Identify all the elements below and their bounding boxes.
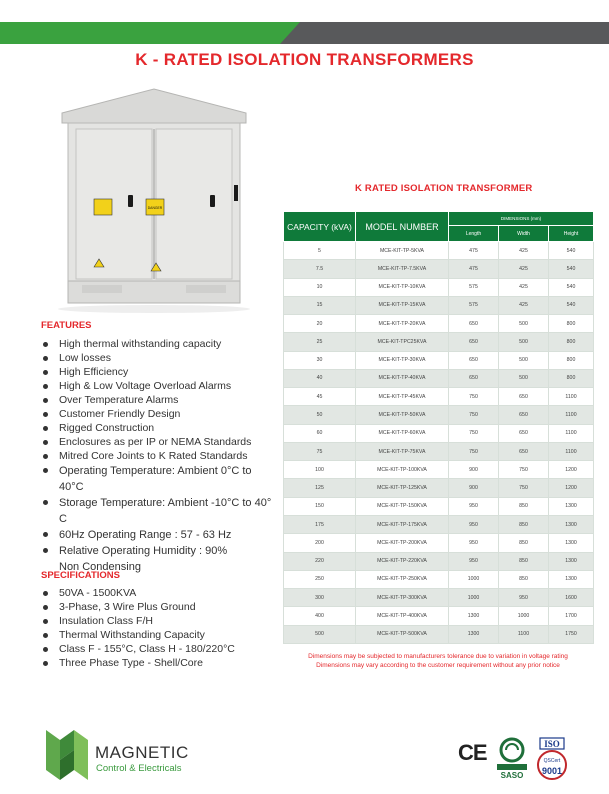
- svg-text:SASO: SASO: [500, 771, 524, 780]
- table-row: [284, 442, 594, 460]
- cell-length: 1000: [449, 570, 499, 588]
- features-heading: FEATURES: [41, 320, 92, 331]
- dimensions-table: [283, 211, 594, 644]
- table-row: [284, 497, 594, 515]
- cell-width: 750: [499, 461, 549, 479]
- cell-width: 425: [499, 278, 549, 296]
- table-row: [284, 333, 594, 351]
- cell-model: MCE-KIT-TP-175KVA: [356, 515, 449, 533]
- table-row: [284, 461, 594, 479]
- cell-height: 1200: [549, 479, 594, 497]
- table-row: [284, 570, 594, 588]
- cell-length: 475: [449, 260, 499, 278]
- cell-height: 800: [549, 333, 594, 351]
- list-item: Operating Temperature: Ambient 0°C to 40°C: [41, 463, 271, 495]
- table-row: [284, 351, 594, 369]
- cell-length: 750: [449, 406, 499, 424]
- cell-model: MCE-KIT-TP-5KVA: [356, 242, 449, 260]
- cell-length: 650: [449, 351, 499, 369]
- cell-width: 650: [499, 424, 549, 442]
- cell-width: 500: [499, 351, 549, 369]
- specifications-heading: SPECIFICATIONS: [41, 570, 120, 581]
- cell-model: MCE-KIT-TP-10KVA: [356, 278, 449, 296]
- cell-capacity: 175: [284, 515, 356, 533]
- cell-length: 750: [449, 424, 499, 442]
- table-row: [284, 479, 594, 497]
- cell-length: 950: [449, 497, 499, 515]
- cell-capacity: 125: [284, 479, 356, 497]
- cell-length: 575: [449, 278, 499, 296]
- table-row: [284, 515, 594, 533]
- cell-length: 900: [449, 461, 499, 479]
- header-width: Width: [499, 226, 549, 242]
- cell-capacity: 150: [284, 497, 356, 515]
- table-note-2: Dimensions may vary according to the customer requirement without any prior notice: [316, 662, 560, 669]
- cell-model: MCE-KIT-TP-40KVA: [356, 369, 449, 387]
- cell-length: 1300: [449, 625, 499, 643]
- cell-capacity: 500: [284, 625, 356, 643]
- cell-model: MCE-KIT-TP-300KVA: [356, 589, 449, 607]
- cell-capacity: 15: [284, 296, 356, 314]
- cell-width: 425: [499, 260, 549, 278]
- cell-length: 750: [449, 388, 499, 406]
- cell-width: 950: [499, 589, 549, 607]
- cell-height: 1100: [549, 424, 594, 442]
- svg-text:9001: 9001: [541, 766, 563, 776]
- cell-height: 1200: [549, 461, 594, 479]
- saso-quality-mark-icon: [494, 735, 530, 783]
- header-model: MODEL NUMBER: [356, 212, 449, 242]
- brand-tagline: Control & Electricals: [96, 763, 182, 774]
- table-row: [284, 424, 594, 442]
- cell-model: MCE-KIT-TP-500KVA: [356, 625, 449, 643]
- cell-height: 540: [549, 296, 594, 314]
- header-height: Height: [549, 226, 594, 242]
- cell-width: 500: [499, 315, 549, 333]
- cell-model: MCE-KIT-TP-45KVA: [356, 388, 449, 406]
- cell-height: 1700: [549, 607, 594, 625]
- header-capacity: CAPACITY (kVA): [284, 212, 356, 242]
- cell-length: 650: [449, 369, 499, 387]
- cell-height: 1100: [549, 442, 594, 460]
- cell-height: 540: [549, 278, 594, 296]
- cell-length: 575: [449, 296, 499, 314]
- table-title: K RATED ISOLATION TRANSFORMER: [355, 183, 533, 194]
- cell-model: MCE-KIT-TPC25KVA: [356, 333, 449, 351]
- cell-model: MCE-KIT-TP-400KVA: [356, 607, 449, 625]
- cell-model: MCE-KIT-TP-7.5KVA: [356, 260, 449, 278]
- cell-height: 1750: [549, 625, 594, 643]
- cell-width: 850: [499, 515, 549, 533]
- cell-capacity: 50: [284, 406, 356, 424]
- cell-capacity: 100: [284, 461, 356, 479]
- cell-capacity: 220: [284, 552, 356, 570]
- cell-width: 850: [499, 552, 549, 570]
- iso-9001-badge-icon: [534, 737, 570, 781]
- list-item: Insulation Class F/H: [41, 614, 235, 628]
- cell-capacity: 60: [284, 424, 356, 442]
- list-item: Storage Temperature: Ambient -10°C to 40° C: [41, 495, 276, 527]
- table-row: [284, 278, 594, 296]
- cell-height: 1600: [549, 589, 594, 607]
- cell-capacity: 45: [284, 388, 356, 406]
- cell-capacity: 250: [284, 570, 356, 588]
- list-item: Low losses: [41, 351, 276, 365]
- header-dimensions: DIMENSIONS (mm): [449, 212, 594, 226]
- header-length: Length: [449, 226, 499, 242]
- cell-model: MCE-KIT-TP-30KVA: [356, 351, 449, 369]
- table-row: [284, 388, 594, 406]
- header-band: [0, 0, 609, 44]
- list-item: 3-Phase, 3 Wire Plus Ground: [41, 600, 235, 614]
- specifications-list: [41, 586, 235, 670]
- list-item: 50VA - 1500KVA: [41, 586, 235, 600]
- cell-length: 1300: [449, 607, 499, 625]
- list-item: High Efficiency: [41, 365, 276, 379]
- cell-height: 1300: [549, 534, 594, 552]
- table-row: [284, 589, 594, 607]
- cell-capacity: 25: [284, 333, 356, 351]
- cell-width: 500: [499, 369, 549, 387]
- cell-model: MCE-KIT-TP-15KVA: [356, 296, 449, 314]
- svg-text:ISO: ISO: [544, 739, 560, 749]
- cell-width: 500: [499, 333, 549, 351]
- table-row: [284, 534, 594, 552]
- ce-mark-icon: CE: [458, 740, 487, 765]
- list-item: Over Temperature Alarms: [41, 393, 276, 407]
- cell-height: 1300: [549, 497, 594, 515]
- cell-capacity: 300: [284, 589, 356, 607]
- page-title: K - RATED ISOLATION TRANSFORMERS: [135, 50, 474, 69]
- cell-model: MCE-KIT-TP-100KVA: [356, 461, 449, 479]
- cell-capacity: 40: [284, 369, 356, 387]
- cell-capacity: 200: [284, 534, 356, 552]
- cell-width: 425: [499, 242, 549, 260]
- cell-height: 1100: [549, 388, 594, 406]
- table-row: [284, 260, 594, 278]
- list-item: Customer Friendly Design: [41, 407, 276, 421]
- table-row: [284, 315, 594, 333]
- cell-capacity: 400: [284, 607, 356, 625]
- cell-length: 950: [449, 515, 499, 533]
- table-row: [284, 242, 594, 260]
- list-item: High thermal withstanding capacity: [41, 337, 276, 351]
- cell-width: 650: [499, 442, 549, 460]
- list-item: Rigged Construction: [41, 421, 276, 435]
- cell-width: 1100: [499, 625, 549, 643]
- cell-model: MCE-KIT-TP-60KVA: [356, 424, 449, 442]
- cell-length: 750: [449, 442, 499, 460]
- table-row: [284, 607, 594, 625]
- table-note-1: Dimensions may be subjected to manufacturers tolerance due to variation in voltage rating: [308, 653, 568, 660]
- table-row: [284, 406, 594, 424]
- svg-text:QSCert: QSCert: [543, 758, 561, 764]
- table-row: [284, 625, 594, 643]
- cell-model: MCE-KIT-TP-50KVA: [356, 406, 449, 424]
- list-item: Relative Operating Humidity : 90% Non Condensing: [41, 543, 241, 575]
- cell-length: 1000: [449, 589, 499, 607]
- cell-height: 1300: [549, 552, 594, 570]
- cell-width: 850: [499, 497, 549, 515]
- cell-width: 425: [499, 296, 549, 314]
- table-row: [284, 296, 594, 314]
- list-item: Three Phase Type - Shell/Core: [41, 656, 235, 670]
- cell-capacity: 20: [284, 315, 356, 333]
- list-item: 60Hz Operating Range : 57 - 63 Hz: [41, 527, 276, 543]
- list-item: Enclosures as per IP or NEMA Standards: [41, 435, 276, 449]
- cell-capacity: 10: [284, 278, 356, 296]
- list-item: Mitred Core Joints to K Rated Standards: [41, 449, 276, 463]
- cell-model: MCE-KIT-TP-250KVA: [356, 570, 449, 588]
- table-row: [284, 369, 594, 387]
- cell-length: 900: [449, 479, 499, 497]
- cell-width: 650: [499, 406, 549, 424]
- cell-width: 850: [499, 534, 549, 552]
- cell-model: MCE-KIT-TP-20KVA: [356, 315, 449, 333]
- cell-height: 1300: [549, 570, 594, 588]
- cell-height: 800: [549, 369, 594, 387]
- list-item: Class F - 155°C, Class H - 180/220°C: [41, 642, 235, 656]
- cell-length: 475: [449, 242, 499, 260]
- cell-height: 800: [549, 315, 594, 333]
- features-list: [41, 337, 276, 575]
- cell-capacity: 5: [284, 242, 356, 260]
- cell-model: MCE-KIT-TP-125KVA: [356, 479, 449, 497]
- cell-length: 950: [449, 552, 499, 570]
- cell-width: 1000: [499, 607, 549, 625]
- table-row: [284, 552, 594, 570]
- cell-height: 540: [549, 242, 594, 260]
- cell-height: 540: [549, 260, 594, 278]
- cell-height: 800: [549, 351, 594, 369]
- brand-name: MAGNETIC: [95, 743, 189, 762]
- cell-height: 1300: [549, 515, 594, 533]
- cell-model: MCE-KIT-TP-220KVA: [356, 552, 449, 570]
- cell-model: MCE-KIT-TP-200KVA: [356, 534, 449, 552]
- cell-capacity: 7.5: [284, 260, 356, 278]
- cell-capacity: 30: [284, 351, 356, 369]
- cell-height: 1100: [549, 406, 594, 424]
- transformer-cabinet-image: [58, 85, 250, 313]
- cell-model: MCE-KIT-TP-150KVA: [356, 497, 449, 515]
- cell-width: 750: [499, 479, 549, 497]
- list-item: Thermal Withstanding Capacity: [41, 628, 235, 642]
- cell-model: MCE-KIT-TP-75KVA: [356, 442, 449, 460]
- danger-label: DANGER: [147, 206, 163, 210]
- list-item: High & Low Voltage Overload Alarms: [41, 379, 276, 393]
- cell-length: 650: [449, 333, 499, 351]
- magnetic-logo-icon: [46, 730, 94, 782]
- cell-capacity: 75: [284, 442, 356, 460]
- cell-length: 950: [449, 534, 499, 552]
- cell-width: 650: [499, 388, 549, 406]
- cell-width: 850: [499, 570, 549, 588]
- cell-length: 650: [449, 315, 499, 333]
